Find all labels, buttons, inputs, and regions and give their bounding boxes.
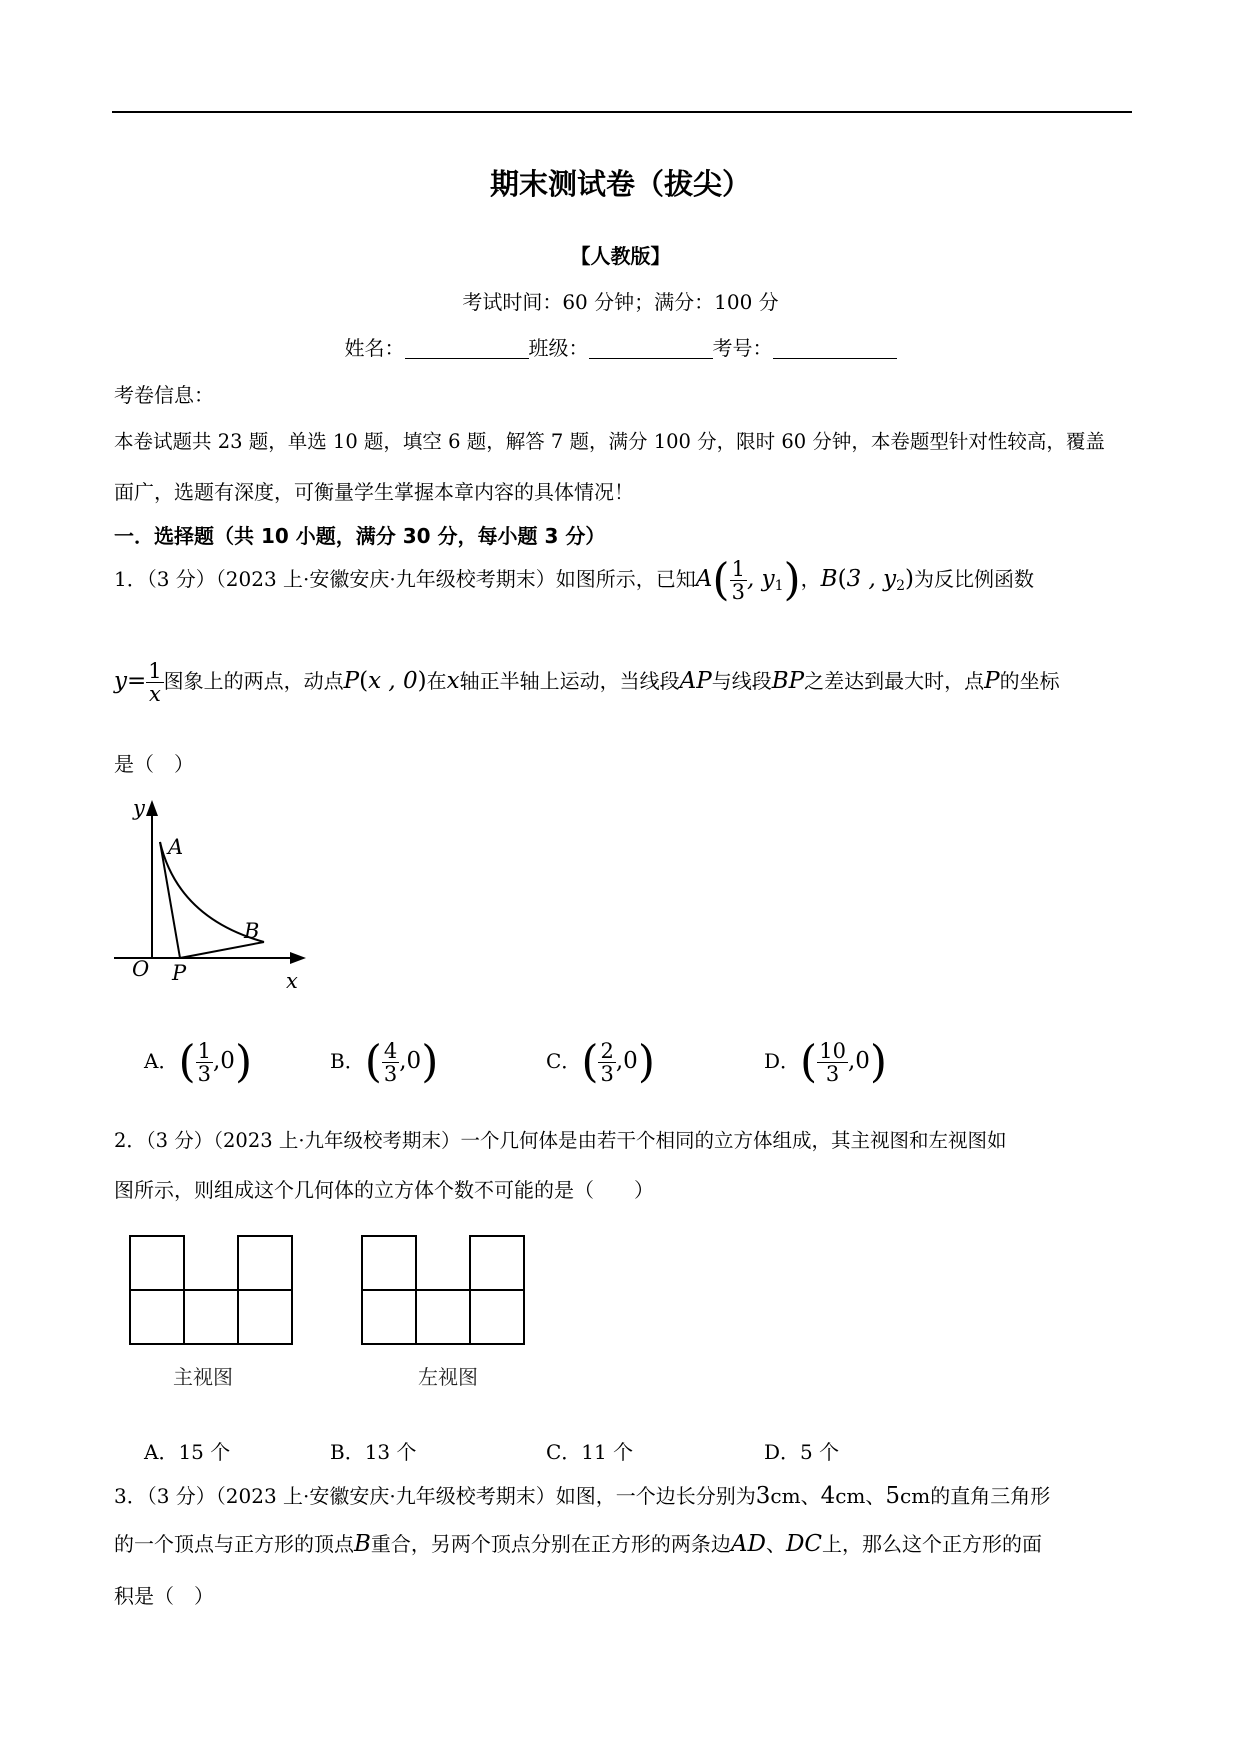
point-p-label: P xyxy=(172,961,187,985)
front-view-cell xyxy=(184,1290,238,1344)
front-view-cell xyxy=(238,1290,292,1344)
point-a-label: A xyxy=(168,835,184,859)
q1-option-b[interactable]: B．( $\frac{4}{3}$ ,0) xyxy=(330,1036,439,1088)
class-label: 班级： xyxy=(528,336,589,360)
info-label: 考卷信息： xyxy=(114,383,214,407)
point-b-label: B xyxy=(244,919,260,943)
q3-line-2: 的一个顶点与正方形的顶点B重合，另两个顶点分别在正方形的两条边AD、DC上，那么这个正方形的面 xyxy=(114,1531,1043,1557)
left-view-cell xyxy=(470,1236,524,1290)
top-rule xyxy=(112,111,1132,113)
y-axis-arrow-icon xyxy=(146,800,158,816)
section-heading: 一．选择题（共 10 小题，满分 30 分，每小题 3 分） xyxy=(114,524,606,548)
paren-close: ) xyxy=(783,554,801,606)
q2-option-c[interactable]: C．11 个 xyxy=(546,1440,634,1464)
exam-time: 考试时间：60 分钟；满分：100 分 xyxy=(462,290,779,314)
x-axis-label: x xyxy=(286,969,298,990)
left-view-cell xyxy=(362,1236,416,1290)
left-view-figure xyxy=(360,1234,530,1354)
segment-bp xyxy=(180,942,264,958)
q2-option-a[interactable]: A．15 个 xyxy=(144,1440,231,1464)
b-coord: 3 , y xyxy=(846,566,897,593)
segment-ap xyxy=(160,842,180,958)
student-info-row xyxy=(0,332,1241,361)
q1-option-a[interactable]: A．( $\frac{1}{3}$ ,0) xyxy=(144,1036,253,1088)
front-view-cell xyxy=(130,1290,184,1344)
q2-line-2: 图所示，则组成这个几何体的立方体个数不可能的是（ ） xyxy=(114,1178,654,1202)
left-view-cell xyxy=(470,1290,524,1344)
q2-line-1: 2．（3 分）（2023 上·九年级校考期末）一个几何体是由若干个相同的立方体组成，其主视图和左视图如 xyxy=(114,1129,1007,1152)
left-view-cell xyxy=(362,1290,416,1344)
class-blank[interactable] xyxy=(589,338,713,359)
name-blank[interactable] xyxy=(405,338,529,359)
origin-label: O xyxy=(132,957,150,981)
info-line-1: 本卷试题共 23 题，单选 10 题，填空 6 题，解答 7 题，满分 100 分，限时 60 分钟，本卷题型针对性较高，覆盖 xyxy=(114,430,1105,453)
point-b: B xyxy=(820,566,838,593)
number-label: 考号： xyxy=(712,336,773,360)
front-view-figure xyxy=(128,1234,298,1354)
paren-open: ( xyxy=(712,554,730,606)
fraction-a: $\frac{1}{3}$ xyxy=(731,557,745,605)
q2-option-d[interactable]: D．5 个 xyxy=(764,1440,840,1464)
front-view-cell xyxy=(130,1236,184,1290)
name-label: 姓名： xyxy=(344,336,405,360)
q1-line-3: 是（ ） xyxy=(114,752,194,776)
left-view-cell xyxy=(416,1290,470,1344)
front-view-caption: 主视图 xyxy=(173,1365,233,1389)
q1-line-2: y= $\frac{1}{x}$ 图象上的两点，动点P(x , 0)在x轴正半轴上运动，当线段AP与线段BP之差达到最大时，点P的坐标 xyxy=(114,659,1060,707)
q3-line-1: 3．（3 分）（2023 上·安徽安庆·九年级校考期末）如图，一个边长分别为3cm、4cm、5cm的直角三角形 xyxy=(114,1483,1051,1509)
q1-prefix: 1．（3 分）（2023 上·安徽安庆·九年级校考期末）如图所示，已知 xyxy=(114,567,696,592)
page-title: 期末测试卷（拔尖） xyxy=(489,167,751,201)
q1-option-c[interactable]: C．( $\frac{2}{3}$ ,0) xyxy=(546,1036,655,1088)
left-view-caption: 左视图 xyxy=(418,1365,478,1389)
front-view-cell xyxy=(238,1236,292,1290)
q1-option-d[interactable]: D．( $\frac{10}{3}$ ,0) xyxy=(764,1036,888,1088)
x-axis-arrow-icon xyxy=(290,952,306,964)
fraction-1-over-x: $\frac{1}{x}$ xyxy=(148,659,162,707)
y-axis-label: y xyxy=(133,796,145,820)
q3-line-3: 积是（ ） xyxy=(114,1584,214,1608)
info-line-2: 面广，选题有深度，可衡量学生掌握本章内容的具体情况！ xyxy=(114,480,634,504)
q2-option-b[interactable]: B．13 个 xyxy=(330,1440,417,1464)
q1-graph xyxy=(108,790,308,990)
edition-label: 【人教版】 xyxy=(570,244,671,268)
y1-text: , y xyxy=(746,566,775,593)
q1-line-1: 1．（3 分）（2023 上·安徽安庆·九年级校考期末）如图所示，已知A( $\frac{1}{3}$ , $y_1$)，B(3 , $y_2$)为反比例函数 xyxy=(114,554,1035,606)
number-blank[interactable] xyxy=(773,338,897,359)
point-a: A xyxy=(695,566,713,593)
